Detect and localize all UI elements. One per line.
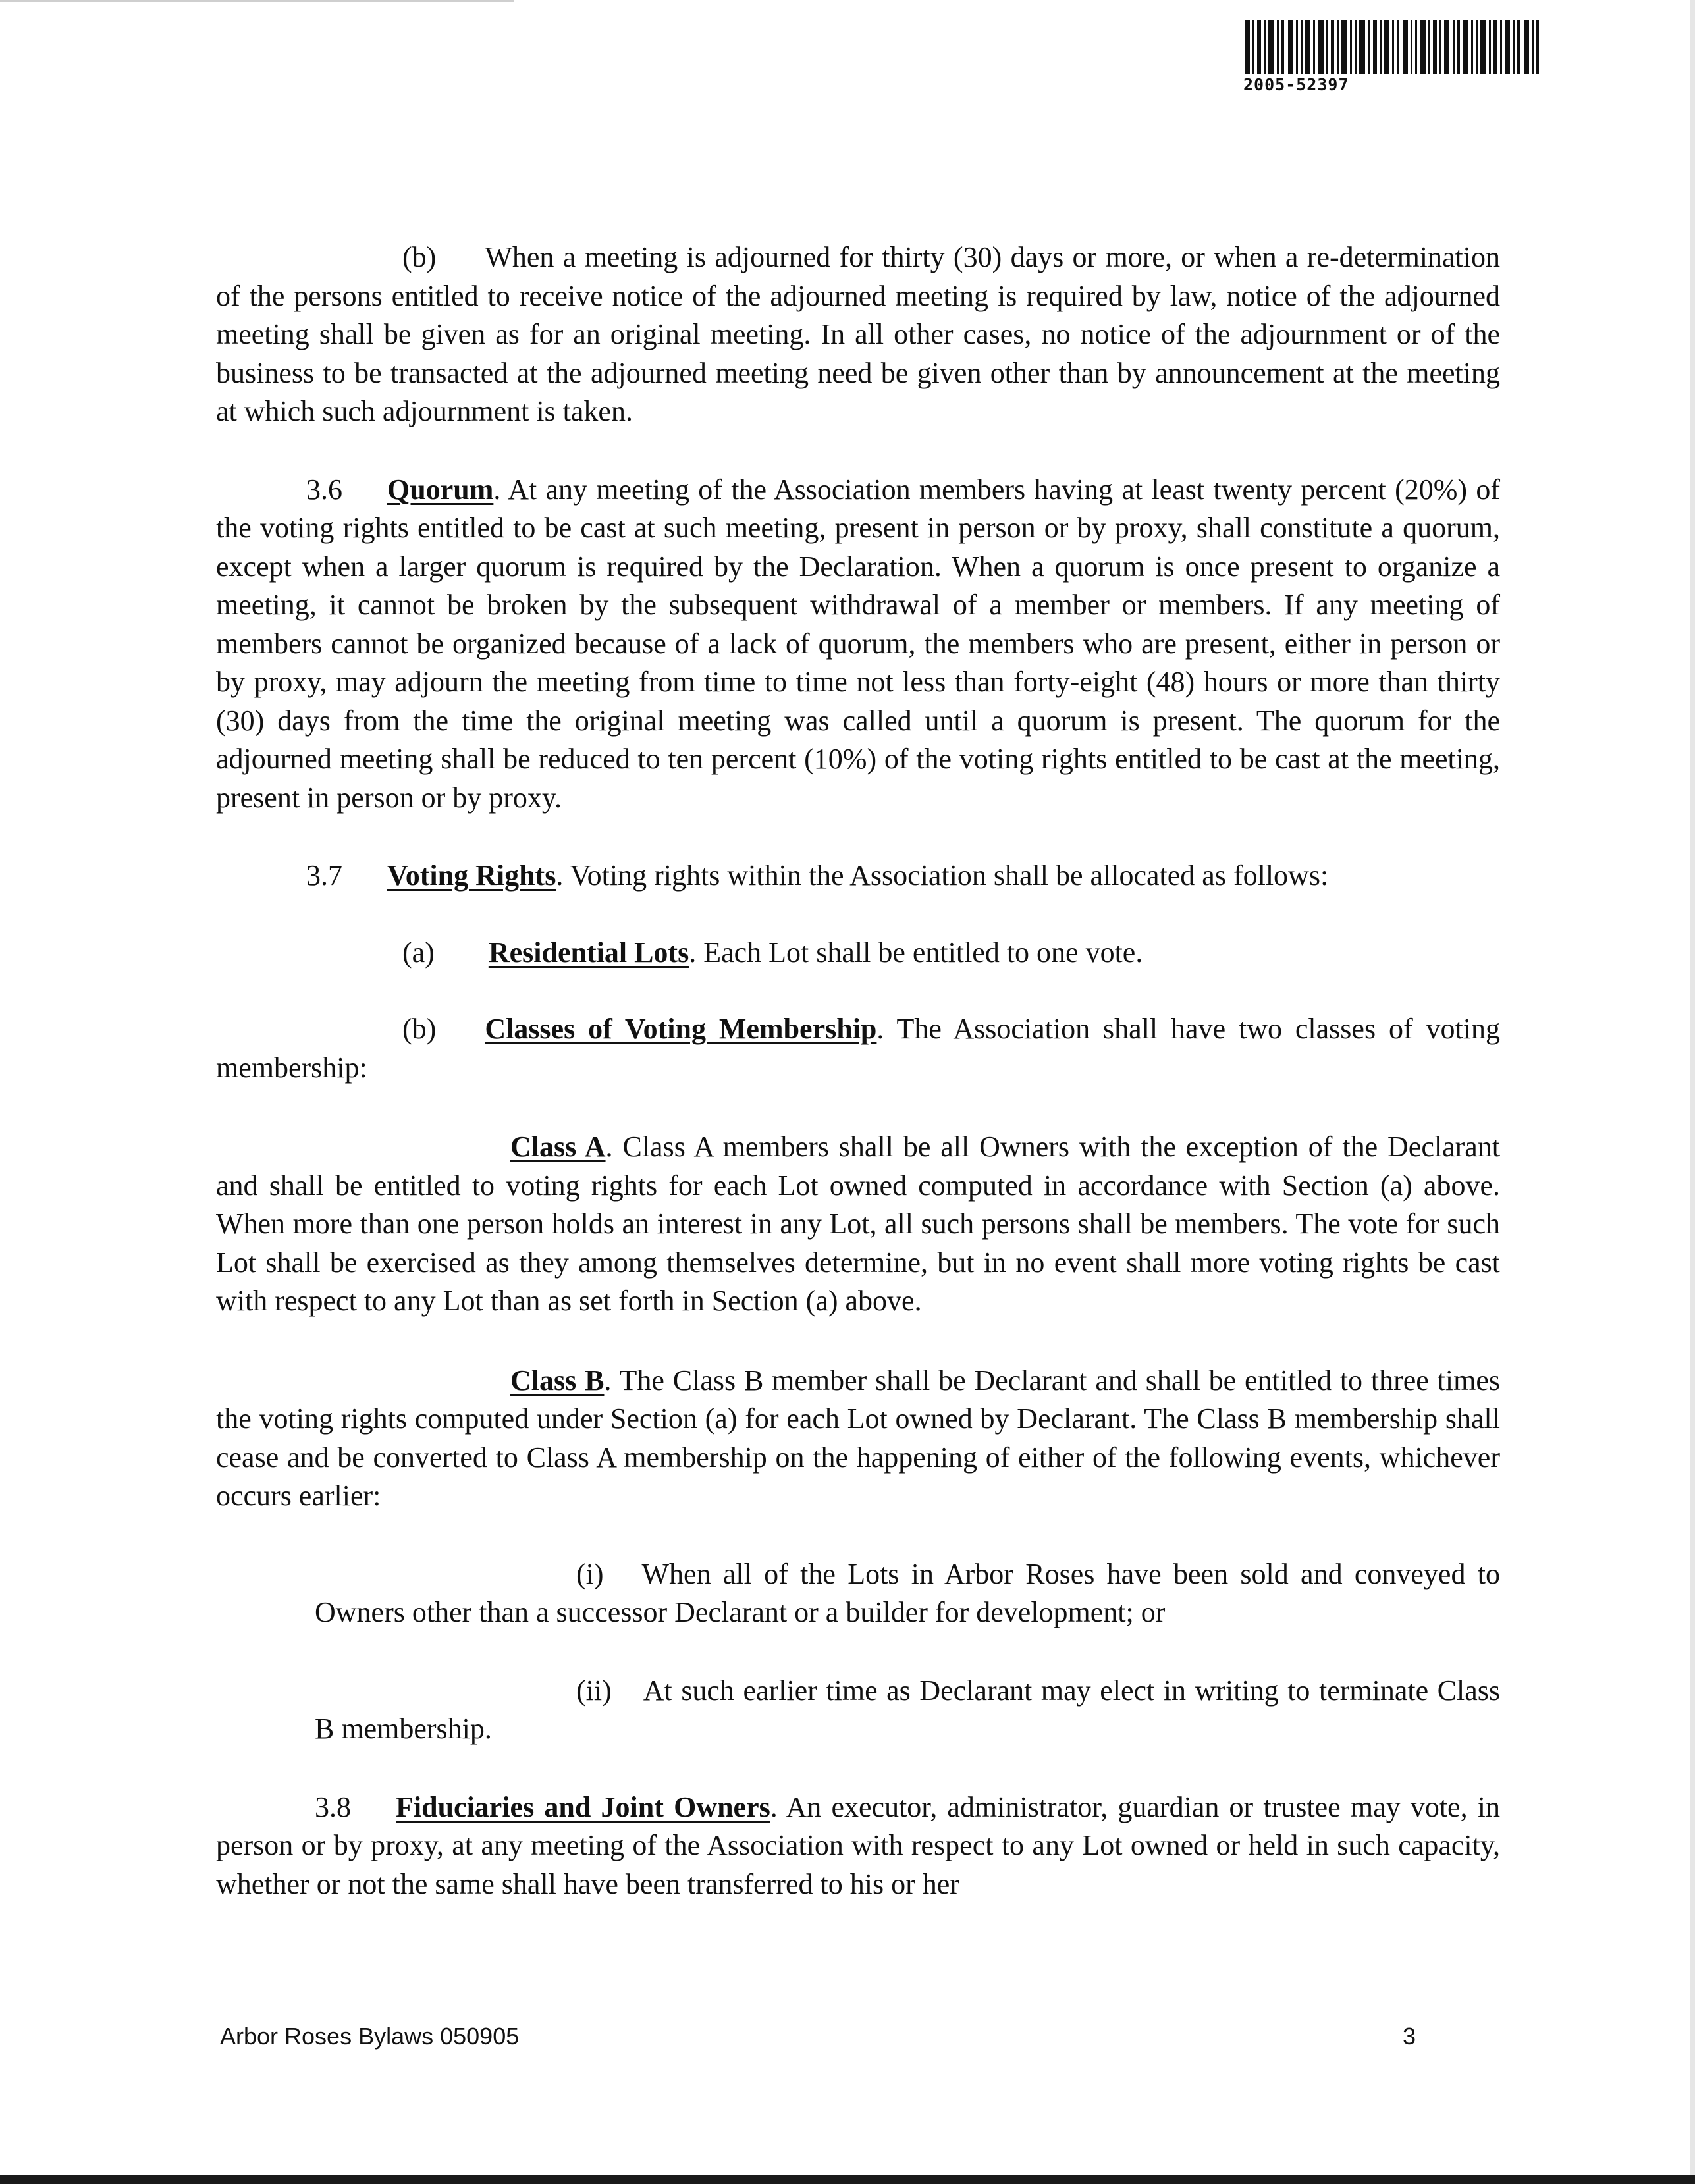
class-b-item-i: [315, 1555, 1500, 1632]
class-b: Class B. The Class B member shall be Declarant and shall be entitled to three times the voting rights computed under Section (a) for each Lot owned by Declarant. The Class B membership shall cease and be converted to Class A membership on the happening of either of the following events, whichever occurs earlier:: [216, 1364, 1501, 1512]
section-number: 3.6: [306, 473, 342, 506]
footer-document-name: Arbor Roses Bylaws 050905: [220, 2023, 520, 2050]
item-text: At such earlier time as Declarant may elect in writing to terminate Class B membership.: [315, 1674, 1500, 1745]
paragraph-3-5-b: [216, 238, 1500, 431]
barcode-number: 2005-52397: [1243, 75, 1349, 94]
footer-page-number: 3: [1403, 2023, 1416, 2050]
paragraph-title: Residential Lots: [488, 936, 689, 969]
section-text: An executor, administrator, guardian or trustee may vote, in person or by proxy, at any meeting of the Association with respect to any Lot owned or held in such capacity, whether or not the same shall have been transferred to his or her: [216, 1790, 1500, 1900]
section-3-7-a-residential-lots: (a) Residential Lots. Each Lot shall be entitled to one vote.: [402, 936, 1143, 969]
section-number: 3.7: [306, 859, 342, 892]
paragraph-title: Classes of Voting Membership: [485, 1013, 877, 1045]
section-title: Fiduciaries and Joint Owners: [396, 1790, 770, 1823]
paragraph-label: (b): [402, 241, 437, 273]
section-title: Voting Rights: [387, 859, 556, 892]
section-text: At any meeting of the Association members having at least twenty percent (20%) of the voting rights entitled to be cast at such meeting, present in person or by proxy, shall constitute a quorum, except when a larger quorum is required by the Declaration. When a quorum is once present to organize a meeting, it cannot be broken by the subsequent withdrawal of a member or members. If any meeting of members cannot be organized because of a lack of quorum, the members who are present, either in person or by proxy, may adjourn the meeting from time to time not less than forty-eight (48) hours or more than thirty (30) days from the time the original meeting was called until a quorum is present. The quorum for the adjourned meeting shall be reduced to ten percent (10%) of the voting rights entitled to be cast at the meeting, present in person or by proxy.: [216, 473, 1501, 814]
class-b-title: Class B: [510, 1364, 605, 1397]
section-3-6-quorum: 3.6 Quorum. At any meeting of the Association members having at least twenty percent (20%) of the voting rights entitled to be cast at such meeting, present in person or by proxy, shall constitute a quorum, except when a larger quorum is required by the Declaration. When a quorum is once present to organize a meeting, it cannot be broken by the subsequent withdrawal of a member or members. If any meeting of members cannot be organized because of a lack of quorum, the members who are present, either in person or by proxy, may adjourn the meeting from time to time not less than forty-eight (48) hours or more than thirty (30) days from the time the original meeting was called until a quorum is present. The quorum for the adjourned meeting shall be reduced to ten percent (10%) of the voting rights entitled to be cast at the meeting, present in person or by proxy.: [216, 473, 1501, 814]
scan-edge-top: [0, 0, 514, 2]
paragraph-label: (a): [402, 936, 435, 969]
paragraph-text: Each Lot shall be entitled to one vote.: [703, 936, 1143, 969]
document-body: [216, 238, 1500, 1904]
class-a-title: Class A: [510, 1131, 606, 1163]
paragraph-text: The Association shall have two classes of voting membership:: [216, 1013, 1500, 1084]
class-a: Class A. Class A members shall be all Owners with the exception of the Declarant and shall be entitled to voting rights for each Lot owned computed in accordance with Section (a) above. When more than one person holds an interest in any Lot, all such persons shall be members. The vote for such Lot shall be exercised as they among themselves determine, but in no event shall more voting rights be cast with respect to any Lot than as set forth in Section (a) above.: [216, 1131, 1501, 1317]
section-3-7-b-classes: (b) Classes of Voting Membership. The Association shall have two classes of voting membership:: [216, 1013, 1500, 1084]
class-b-item-ii: [315, 1672, 1500, 1749]
section-3-8-fiduciaries: 3.8 Fiduciaries and Joint Owners. An executor, administrator, guardian or trustee may vote, in person or by proxy, at any meeting of the Association with respect to any Lot owned or held in such capacity, whether or not the same shall have been transferred to his or her: [216, 1790, 1500, 1900]
class-a-text: Class A members shall be all Owners with the exception of the Declarant and shall be entitled to voting rights for each Lot owned computed in accordance with Section (a) above. When more than one person holds an interest in any Lot, all such persons shall be members. The vote for such Lot shall be exercised as they among themselves determine, but in no event shall more voting rights be cast with respect to any Lot than as set forth in Section (a) above.: [216, 1131, 1501, 1317]
scan-edge-right: [1690, 0, 1695, 2184]
item-label: (i): [576, 1557, 604, 1590]
section-title: Quorum: [387, 473, 494, 506]
barcode: [1245, 20, 1539, 74]
section-text: Voting rights within the Association shall be allocated as follows:: [570, 859, 1329, 892]
section-3-7-voting-rights: 3.7 Voting Rights. Voting rights within the Association shall be allocated as follows:: [306, 859, 1329, 892]
scan-edge-bottom: [0, 2175, 1695, 2184]
paragraph-text: When a meeting is adjourned for thirty (30) days or more, or when a re-determination of the persons entitled to receive notice of the adjourned meeting is required by law, notice of the adjourned meeting shall be given as for an original meeting. In all other cases, no notice of the adjournment or of the business to be transacted at the adjourned meeting need be given other than by announcement at the meeting at which such adjournment is taken.: [216, 241, 1500, 427]
item-text: When all of the Lots in Arbor Roses have been sold and conveyed to Owners other than a successor Declarant or a builder for development; or: [315, 1557, 1500, 1628]
item-label: (ii): [576, 1674, 612, 1707]
section-number: 3.8: [315, 1790, 351, 1823]
class-b-text: The Class B member shall be Declarant and shall be entitled to three times the voting rights computed under Section (a) for each Lot owned by Declarant. The Class B membership shall cease and be converted to Class A membership on the happening of either of the following events, whichever occurs earlier:: [216, 1364, 1501, 1512]
paragraph-label: (b): [402, 1013, 437, 1045]
